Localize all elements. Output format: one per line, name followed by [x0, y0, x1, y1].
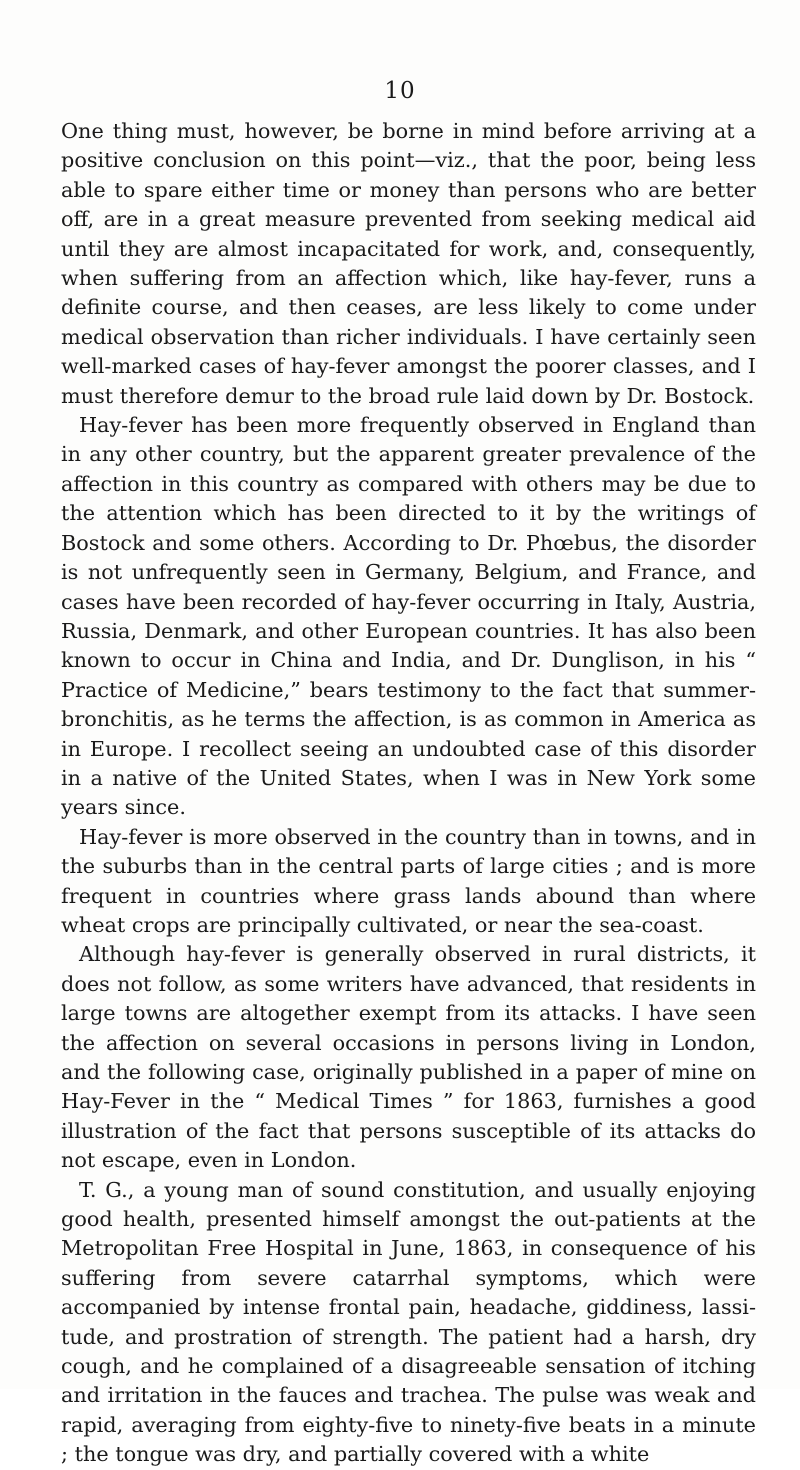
paragraph-1: One thing must, however, be borne in mind before arriving at a positive conclusion on this point—viz., that the poor, being less able to spare either time or money than persons who are better off, are in a great measure prevented from seeking medical aid until they are almost incapacitated for work, and, consequently, when suffering from an affection which, like hay-fever, runs a definite course, and then ceases, are less likely to come under medical observation than richer individuals. I have certainly seen well-marked cases of hay-fever amongst the poorer classes, and I must therefore demur to the broad rule laid down by Dr. Bostock. — [61, 119, 756, 408]
body-text — [61, 117, 756, 1470]
paragraph-5: T. G., a young man of sound constitution, and usually enjoying good health, presented himself amongst the out-patients at the Metropolitan Free Hospital in June, 1863, in consequence of his suffering from severe catarrhal symptoms, which were accompanied by intense frontal pain, headache, giddiness, lassitude, and prostration of strength. The patient had a harsh, dry cough, and he complained of a disagreeable sensation of itching and irritation in the fauces and trachea. The pulse was weak and rapid, averaging from eighty-five to ninety-five beats in a minute ; the tongue was dry, and partially covered with a white — [61, 1177, 756, 1467]
paragraph-3: Hay-fever is more observed in the country than in towns, and in the suburbs than in the central parts of large cities ; and is more frequent in countries where grass lands abound than where wheat crops are principally cultivated, or near the sea-coast. — [61, 824, 756, 937]
page-number: 10 — [384, 78, 416, 104]
paragraph-4: Although hay-fever is generally observed in rural districts, it does not follow, as some writers have advanced, that residents in large towns are altogether exempt from its attacks. I have seen the affection on several occasions in persons living in London, and the following case, originally published in a paper of mine on Hay-Fever in the “ Medical Times ” for 1863, furnishes a good illustration of the fact that persons susceptible of its attacks do not escape, even in London. — [61, 942, 756, 1173]
paragraph-2: Hay-fever has been more frequently observed in England than in any other country, but the apparent greater prevalence of the affection in this country as compared with others may be due to the attention which has been directed to it by the writings of Bostock and some others. According to Dr. Phœbus, the disorder is not unfrequently seen in Germany, Belgium, and France, and cases have been recorded of hay-fever occurring in Italy, Austria, Russia, Denmark, and other European countries. It has also been known to occur in China and India, and Dr. Dunglison, in his “ Practice of Medicine,” bears testimony to the fact that summer-bronchitis, as he terms the affection, is as common in America as in Europe. I recollect seeing an undoubted case of this disorder in a native of the United States, when I was in New York some years since. — [61, 413, 756, 820]
